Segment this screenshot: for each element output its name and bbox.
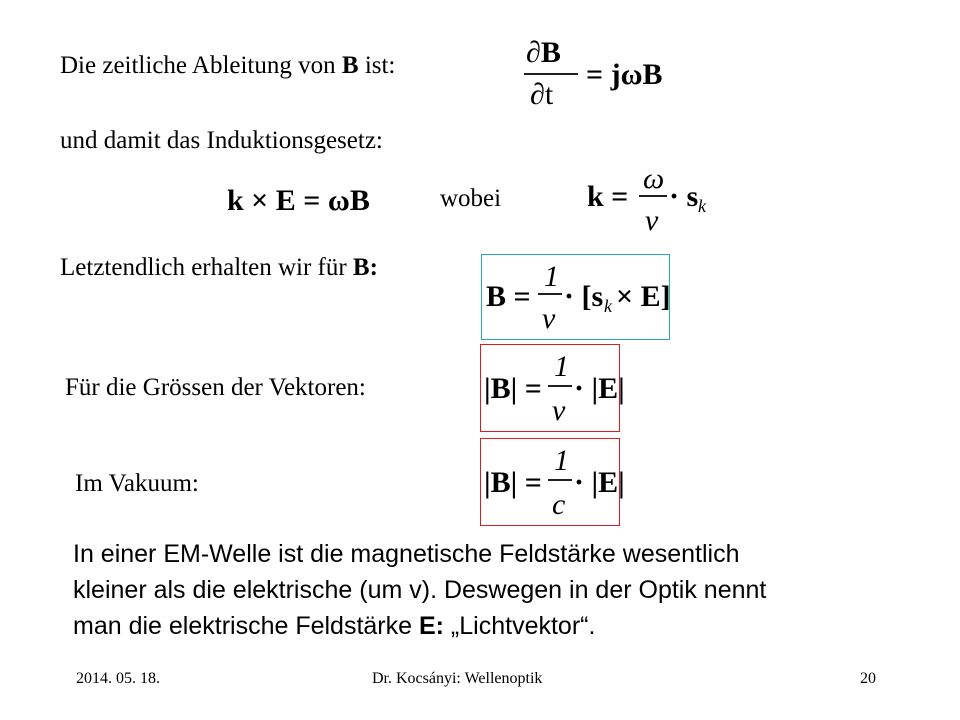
paragraph-line-3: man die elektrische Feldstärke E: „Lichtvektor“. bbox=[73, 612, 596, 640]
equation-wavevector bbox=[585, 160, 715, 240]
eq3-rhs: · s bbox=[669, 180, 699, 213]
eq4-lhs: B = bbox=[486, 280, 531, 313]
eq3-lhs: k = bbox=[587, 180, 629, 213]
eq5-denominator: v bbox=[552, 394, 566, 427]
line-magnitudes: Für die Grössen der Vektoren: bbox=[65, 374, 366, 401]
eq4-rhs-open: · [s bbox=[564, 280, 604, 313]
explanation-paragraph bbox=[73, 536, 766, 644]
footer-page-number: 20 bbox=[860, 670, 876, 687]
equation-induction bbox=[225, 178, 395, 222]
equation-result-B bbox=[484, 258, 671, 338]
equation-time-derivative bbox=[520, 30, 670, 110]
line-result-B bbox=[60, 254, 378, 282]
eq3-numerator: ω bbox=[643, 162, 665, 195]
eq5-lhs: |B| = bbox=[484, 372, 542, 405]
footer-date: 2014. 05. 18. bbox=[76, 670, 160, 687]
symbol-E: E: bbox=[418, 612, 444, 640]
equation-vacuum bbox=[484, 442, 625, 522]
eq1-denominator: ∂t bbox=[530, 78, 554, 111]
eq6-numerator: 1 bbox=[554, 444, 569, 477]
line-vacuum: Im Vakuum: bbox=[75, 470, 199, 497]
eq4-denominator: v bbox=[542, 302, 556, 335]
footer-author: Dr. Kocsányi: Wellenoptik bbox=[372, 670, 543, 687]
symbol-B-colon: B: bbox=[352, 254, 378, 281]
eq4-rhs-close: × E] bbox=[616, 280, 671, 313]
eq1-rhs: = jωB bbox=[586, 58, 663, 91]
equation-magnitudes bbox=[484, 348, 625, 428]
eq6-denominator: c bbox=[552, 488, 566, 521]
eq4-numerator: 1 bbox=[544, 260, 559, 293]
eq5-rhs: · |E| bbox=[574, 372, 625, 405]
eq5-numerator: 1 bbox=[554, 350, 569, 383]
line-derivative bbox=[60, 52, 395, 80]
eq1-numerator: ∂B bbox=[526, 36, 561, 69]
line-induction-law: und damit das Induktionsgesetz: bbox=[60, 127, 383, 154]
eq4-subscript: k bbox=[604, 296, 612, 316]
line-derivative-suffix: ist: bbox=[358, 52, 396, 79]
line-result-prefix: Letztendlich erhalten wir für bbox=[60, 254, 353, 281]
symbol-B: B bbox=[341, 52, 359, 79]
paragraph-line-1: In einer EM-Welle ist die magnetische Feldstärke wesentlich bbox=[73, 540, 740, 568]
eq6-rhs: · |E| bbox=[574, 466, 625, 499]
eq6-lhs: |B| = bbox=[484, 466, 542, 499]
eq3-denominator: v bbox=[645, 204, 659, 237]
eq2-text: k × E = ωB bbox=[227, 184, 370, 217]
paragraph-line-2: kleiner als die elektrische (um v). Deswegen in der Optik nennt bbox=[73, 576, 767, 604]
wobei-label: wobei bbox=[440, 185, 502, 212]
line-derivative-prefix: Die zeitliche Ableitung von bbox=[60, 52, 342, 79]
eq3-subscript: k bbox=[698, 196, 706, 216]
